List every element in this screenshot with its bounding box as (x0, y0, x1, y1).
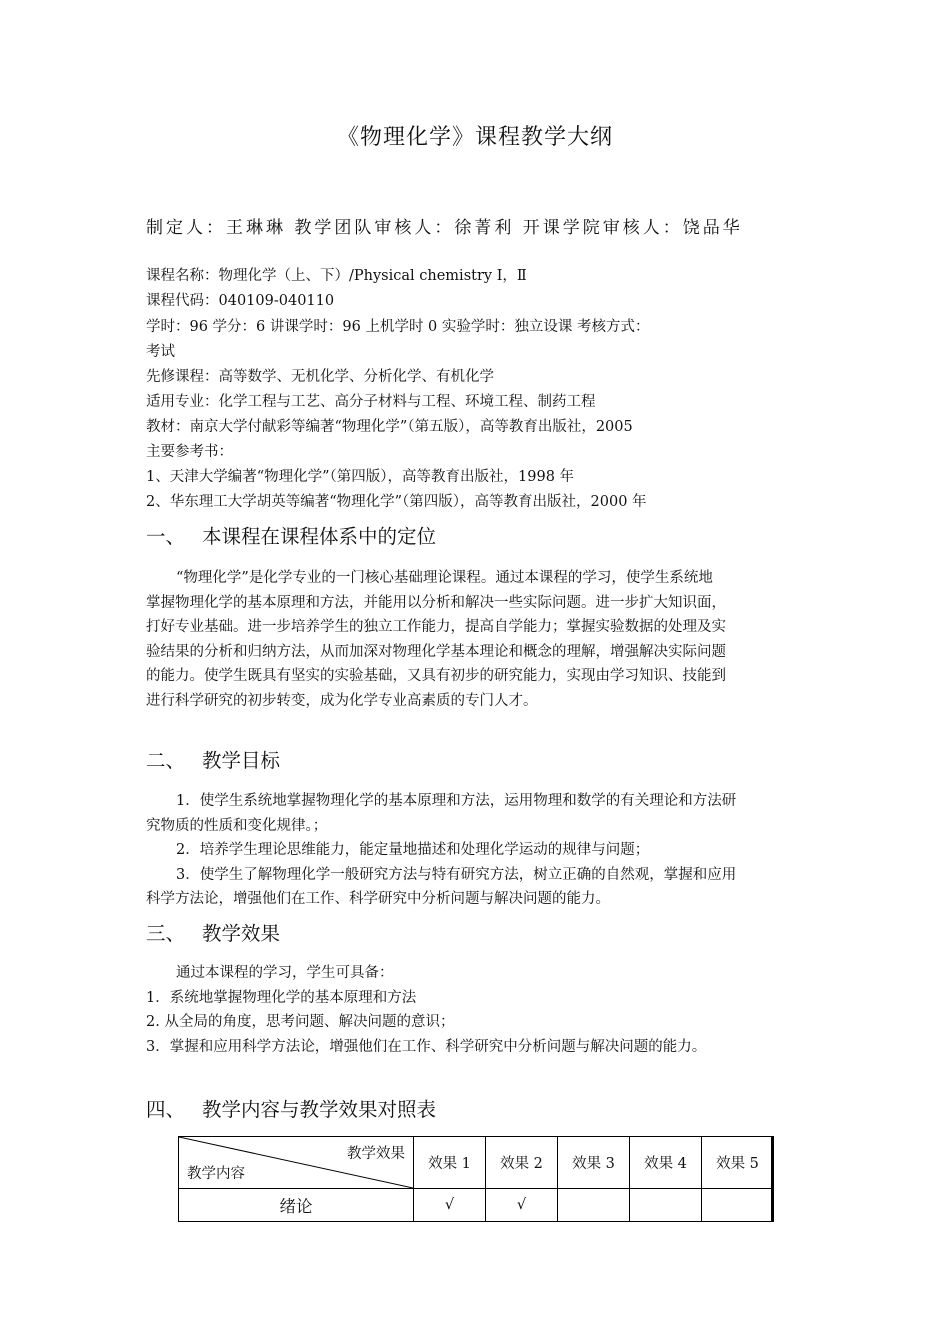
table-header-cell: 效果 4 (630, 1137, 702, 1189)
section-number: 三、 (146, 922, 186, 945)
table-corner-cell (179, 1137, 414, 1189)
assessment-method: 考试 (146, 344, 175, 360)
paragraph-line: 究物质的性质和变化规律。； (146, 817, 328, 834)
authors-line: 制定人：王琳琳 教学团队审核人：徐菁利 开课学院审核人：饶品华 (146, 218, 743, 238)
table-header-cell: 效果 3 (558, 1137, 630, 1189)
section-title: 教学目标 (202, 749, 281, 772)
section-heading (146, 745, 280, 773)
paragraph-line: 2．培养学生理论思维能力，能定量地描述和处理化学运动的规律与问题； (176, 842, 650, 858)
section-heading (146, 1094, 436, 1122)
paragraph-line: 3．使学生了解物理化学一般研究方法与特有研究方法，树立正确的自然观，掌握和应用 (176, 866, 737, 883)
table-check-cell: √ (414, 1189, 486, 1222)
reference-item: 1、天津大学编著“物理化学”（第四版），高等教育出版社，1998 年 (146, 469, 575, 485)
section-number: 二、 (146, 749, 186, 772)
content-effect-table (178, 1136, 774, 1222)
table-header-cell: 效果 1 (414, 1137, 486, 1189)
table-check-cell (702, 1189, 774, 1222)
section-heading (146, 918, 280, 946)
paragraph-line: 掌握物理化学的基本原理和方法，并能用以分析和解决一些实际问题。进一步扩大知识面， (146, 594, 726, 611)
paragraph-line: 打好专业基础。进一步培养学生的独立工作能力，提高自学能力；掌握实验数据的处理及实 (146, 619, 726, 635)
section-title: 教学效果 (202, 922, 281, 945)
section-heading (146, 521, 436, 549)
section-paragraph (146, 789, 818, 912)
corner-row-label: 教学内容 (187, 1166, 245, 1182)
paragraph-line: 通过本课程的学习，学生可具备： (176, 965, 394, 981)
table-check-cell: √ (486, 1189, 558, 1222)
table-header-row (179, 1137, 774, 1189)
table-border-line (771, 1136, 773, 1222)
prerequisites: 先修课程：高等数学、无机化学、分析化学、有机化学 (146, 369, 494, 385)
table-check-cell (558, 1189, 630, 1222)
table-header-cell: 效果 5 (702, 1137, 774, 1189)
paragraph-line: “物理化学”是化学专业的一门核心基础理论课程。通过本课程的学习，使学生系统地 (176, 570, 713, 586)
references-label: 主要参考书： (146, 444, 233, 460)
section-title: 教学内容与教学效果对照表 (202, 1098, 437, 1121)
paragraph-line: 1．使学生系统地掌握物理化学的基本原理和方法，运用物理和数学的有关理论和方法研 (176, 793, 737, 809)
document-title: 《物理化学》课程教学大纲 (336, 125, 613, 150)
course-code: 课程代码：040109-040110 (146, 293, 335, 309)
reference-item: 2、华东理工大学胡英等编著“物理化学”（第四版），高等教育出版社，2000 年 (146, 494, 647, 510)
paragraph-line: 验结果的分析和归纳方法，从而加深对物理化学基本理论和概念的理解，增强解决实际问题 (146, 643, 726, 660)
table-header-cell: 效果 2 (486, 1137, 558, 1189)
applicable-majors: 适用专业：化学工程与工艺、高分子材料与工程、环境工程、制药工程 (146, 394, 596, 410)
table-topic-cell: 绪论 (179, 1189, 414, 1222)
corner-column-label: 教学效果 (347, 1146, 405, 1162)
course-hours: 学时：96 学分：6 讲课学时：96 上机学时 0 实验学时：独立设课 考核方式： (146, 319, 650, 335)
paragraph-line: 2. 从全局的角度，思考问题、解决问题的意识； (146, 1014, 455, 1030)
course-name: 课程名称：物理化学（上、下）/Physical chemistry Ⅰ，Ⅱ (146, 268, 527, 284)
section-title: 本课程在课程体系中的定位 (202, 525, 437, 548)
section-number: 四、 (146, 1098, 186, 1121)
paragraph-line: 1．系统地掌握物理化学的基本原理和方法 (146, 989, 417, 1006)
paragraph-line: 科学方法论，增强他们在工作、科学研究中分析问题与解决问题的能力。 (146, 891, 610, 907)
table-row (179, 1189, 774, 1222)
section-paragraph (146, 961, 818, 1059)
section-number: 一、 (146, 525, 186, 548)
paragraph-line: 3．掌握和应用科学方法论，增强他们在工作、科学研究中分析问题与解决问题的能力。 (146, 1038, 707, 1055)
paragraph-line: 进行科学研究的初步转变，成为化学专业高素质的专门人才。 (146, 692, 538, 709)
textbook: 教材：南京大学付献彩等编著“物理化学”（第五版），高等教育出版社，2005 (146, 419, 633, 435)
paragraph-line: 的能力。使学生既具有坚实的实验基础，又具有初步的研究能力，实现由学习知识、技能到 (146, 668, 726, 684)
table-check-cell (630, 1189, 702, 1222)
section-paragraph (146, 566, 818, 713)
